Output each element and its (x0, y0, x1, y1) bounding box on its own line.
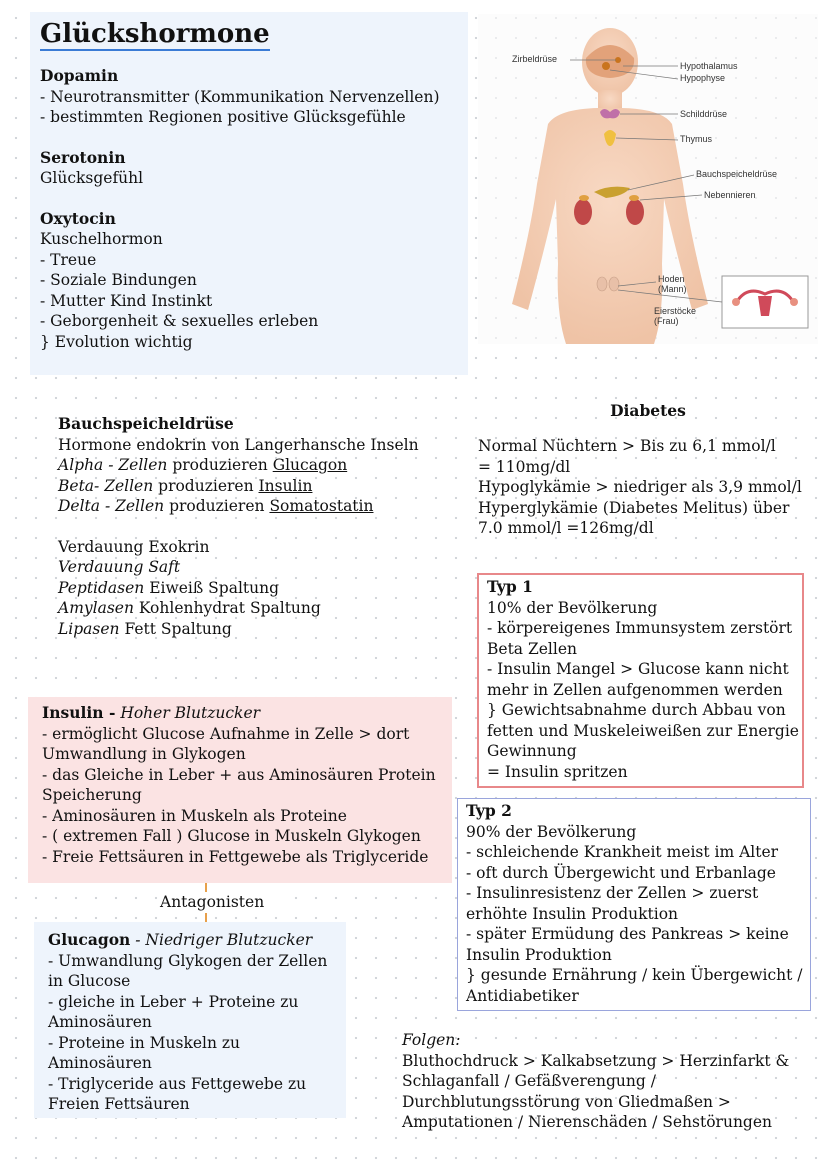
typ1-heading: Typ 1 (487, 577, 533, 596)
typ2-line: erhöhte Insulin Produktion (466, 904, 679, 923)
pancreas-heading: Bauchspeicheldrüse (58, 414, 234, 433)
typ1-line: - körpereigenes Immunsystem zerstört (487, 619, 793, 637)
typ2-heading: Typ 2 (466, 801, 512, 820)
beta-line: Beta- Zellen produzieren Insulin (58, 476, 313, 495)
insulin-line: - Freie Fettsäuren in Fettgewebe als Triglyceride (42, 847, 429, 866)
insulin-line: - das Gleiche in Leber + aus Aminosäuren Protein (42, 765, 436, 784)
typ1-line: = Insulin spritzen (487, 762, 628, 781)
label-nebennieren: Nebennieren (704, 190, 756, 200)
kidney-left (574, 199, 592, 225)
serotonin-line: Glücksgefühl (40, 169, 144, 187)
insulin-heading: Insulin - Hoher Blutzucker (42, 703, 261, 722)
serotonin-heading: Serotonin (40, 147, 126, 167)
pancreas-line: Hormone endokrin von Langerhansche Inseln (58, 435, 419, 454)
typ1-line: mehr in Zellen aufgenommen werden (487, 680, 783, 699)
label-hypophyse: Hypophyse (680, 73, 726, 83)
glucagon-line: in Glucose (48, 972, 131, 990)
glucagon-heading: Glucagon - Niedriger Blutzucker (48, 930, 313, 949)
typ2-line: - oft durch Übergewicht und Erbanlage (466, 863, 776, 882)
typ1-line: 10% der Bevölkerung (487, 598, 658, 617)
glucagon-line: - gleiche in Leber + Proteine zu (48, 992, 299, 1011)
diabetes-line: = 110mg/dl (478, 457, 571, 476)
label-hypothalamus: Hypothalamus (680, 61, 738, 71)
diabetes-line: Normal Nüchtern > Bis zu 6,1 mmol/l (478, 437, 776, 455)
diabetes-heading: Diabetes (610, 401, 686, 420)
typ2-line: - Insulinresistenz der Zellen > zuerst (466, 884, 759, 902)
insulin-line: - ermöglicht Glucose Aufnahme in Zelle > dort (42, 724, 410, 743)
dopamin-line: - Neurotransmitter (Kommunikation Nervenzellen) (40, 87, 440, 106)
oxytocin-line: - Soziale Bindungen (40, 271, 197, 289)
oxytocin-line: - Mutter Kind Instinkt (40, 291, 213, 310)
peptidasen-line: Peptidasen Eiweiß Spaltung (58, 578, 280, 597)
glueckshormone-section (30, 12, 468, 375)
typ1-line: } Gewichtsabnahme durch Abbau von (487, 701, 786, 719)
glucagon-line: - Umwandlung Glykogen der Zellen (48, 951, 328, 970)
oxytocin-line: - Geborgenheit & sexuelles erleben (40, 312, 319, 330)
diabetes-line: 7.0 mmol/l =126mg/dl (478, 519, 654, 537)
delta-line: Delta - Zellen produzieren Somatostatin (58, 497, 374, 515)
endocrine-diagram (478, 14, 818, 344)
oxytocin-line: Kuschelhormon (40, 230, 163, 248)
dopamin-line: - bestimmten Regionen positive Glücksgefühle (40, 108, 406, 126)
insulin-line: - Aminosäuren in Muskeln als Proteine (42, 806, 347, 825)
typ2-line: Insulin Produktion (466, 945, 612, 964)
typ1-line: Beta Zellen (487, 639, 577, 658)
label-eierstoecke-sub: (Frau) (654, 316, 679, 326)
folgen-section (402, 1030, 822, 1133)
typ2-line: Antidiabetiker (466, 986, 579, 1005)
antagonisten-label: Antagonisten (160, 892, 280, 913)
label-thymus: Thymus (680, 134, 713, 144)
insulin-line: Umwandlung in Glykogen (42, 745, 246, 763)
diabetes-section (478, 400, 818, 539)
saft-line: Verdauung Saft (58, 558, 181, 576)
amylasen-line: Amylasen Kohlenhydrat Spaltung (58, 599, 321, 617)
glucagon-line: - Triglyceride aus Fettgewebe zu (48, 1074, 307, 1093)
insulin-box (28, 697, 452, 883)
hypophyse-dot (602, 62, 610, 70)
folgen-line: Durchblutungsstörung von Gliedmaßen > (402, 1092, 731, 1111)
typ2-line: } gesunde Ernährung / kein Übergewicht / (466, 966, 803, 984)
typ2-line: - schleichende Krankheit meist im Alter (466, 843, 779, 861)
label-bauchspeicheldruese: Bauchspeicheldrüse (696, 169, 778, 179)
glucagon-line: Aminosäuren (48, 1013, 152, 1031)
folgen-line: Amputationen / Nierenschäden / Sehstörungen (402, 1113, 773, 1131)
pancreas-section (58, 414, 458, 639)
glucagon-line: Aminosäuren (48, 1054, 152, 1072)
label-zirbeldruese: Zirbeldrüse (512, 54, 558, 64)
typ1-line: Gewinnung (487, 742, 577, 760)
exokrin-line: Verdauung Exokrin (58, 537, 210, 556)
typ2-line: 90% der Bevölkerung (466, 822, 637, 841)
diabetes-line: Hyperglykämie (Diabetes Melitus) über (478, 498, 790, 517)
kidney-right (626, 199, 644, 225)
label-hoden: Hoden (658, 274, 685, 284)
insulin-line: - ( extremen Fall ) Glucose in Muskeln Glykogen (42, 827, 421, 845)
glucagon-line: Freien Fettsäuren (48, 1095, 190, 1113)
glucagon-line: - Proteine in Muskeln zu (48, 1033, 241, 1052)
diabetes-line: Hypoglykämie > niedriger als 3,9 mmol/l (478, 478, 802, 496)
label-eierstoecke: Eierstöcke (654, 306, 697, 316)
folgen-line: Schlaganfall / Gefäßverengung / (402, 1072, 656, 1090)
folgen-line: Bluthochdruck > Kalkabsetzung > Herzinfarkt & (402, 1051, 790, 1070)
label-hoden-sub: (Mann) (658, 284, 687, 294)
typ1-line: fetten und Muskeleiweißen zur Energie (487, 721, 799, 740)
typ1-line: - Insulin Mangel > Glucose kann nicht (487, 660, 789, 678)
body-illustration (478, 14, 818, 344)
alpha-line: Alpha - Zellen produzieren Glucagon (58, 456, 348, 474)
page-title: Glückshormone (40, 19, 270, 49)
oxytocin-heading: Oxytocin (40, 208, 116, 228)
label-schilddruese: Schilddrüse (680, 109, 728, 119)
lipasen-line: Lipasen Fett Spaltung (58, 619, 232, 638)
glucagon-box (34, 922, 346, 1118)
oxytocin-line: - Treue (40, 250, 97, 269)
folgen-heading: Folgen: (402, 1031, 461, 1049)
dopamin-heading: Dopamin (40, 66, 119, 85)
typ1-box (477, 573, 804, 788)
typ2-line: - später Ermüdung des Pankreas > keine (466, 925, 789, 943)
insulin-line: Speicherung (42, 786, 142, 804)
oxytocin-line: } Evolution wichtig (40, 332, 193, 351)
typ2-box (457, 798, 811, 1011)
